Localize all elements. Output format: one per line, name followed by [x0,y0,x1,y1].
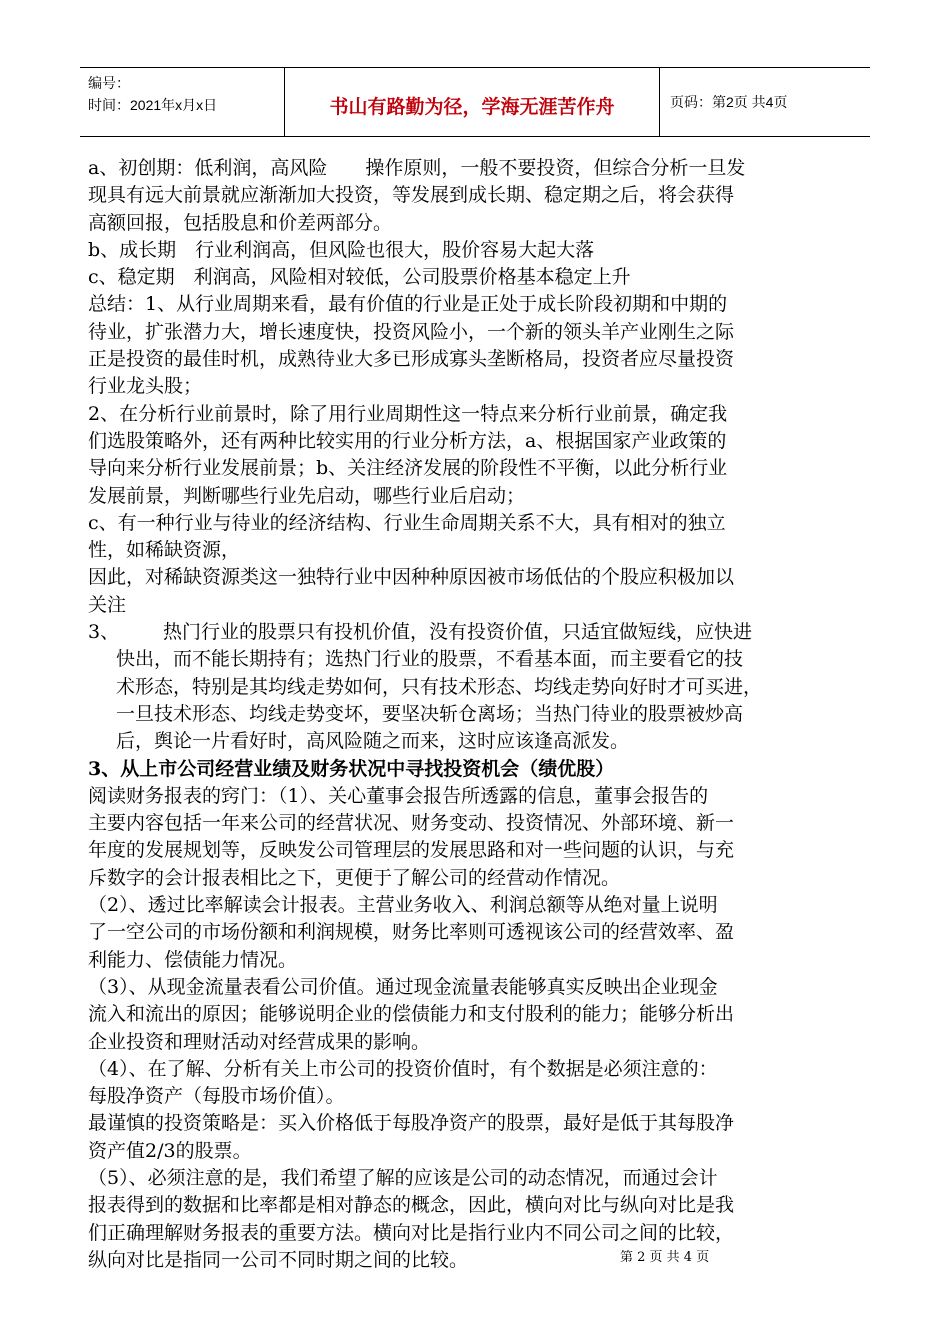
body-line: （3）、从现金流量表看公司价值。通过现金流量表能够真实反映出企业现金 [88,975,718,998]
body-line: 们正确理解财务报表的重要方法。横向对比是指行业内不同公司之间的比较， [88,1221,735,1244]
body-line: 性，如稀缺资源， [88,539,241,562]
list-item-text: 热门行业的股票只有投机价值，没有投资价值，只适宜做短线，应快进 [144,621,753,644]
list-item-3 [88,619,878,646]
body-line: 高额回报，包括股息和价差两部分。 [88,211,393,234]
body-line: 行业龙头股； [88,375,203,398]
list-item-number: 3、 [88,621,120,644]
number-label: 编号： [88,75,130,91]
body-line: 最谨慎的投资策略是：买入价格低于每股净资产的股票，最好是低于其每股净 [88,1112,735,1135]
page-indicator: 页码：第2页 共4页 [670,94,788,110]
body-line: 斥数字的会计报表相比之下，更便于了解公司的经营动作情况。 [88,866,621,889]
body-line: c、有一种行业与待业的经济结构、行业生命周期关系不大，具有相对的独立 [88,511,726,534]
body-line: 发展前景，判断哪些行业先启动，哪些行业后启动； [88,484,526,507]
body-line: 了一空公司的市场份额和利润规模，财务比率则可透视该公司的经营效率、盈 [88,921,735,944]
body-line: 现具有远大前景就应渐渐加大投资，等发展到成长期、稳定期之后，将会获得 [88,184,735,207]
body-line: c、稳定期 利润高，风险相对较低，公司股票价格基本稳定上升 [88,266,631,289]
list-item-continuation: 后，舆论一片看好时，高风险随之而来，这时应该逢高派发。 [116,730,630,753]
body-line: 利能力、偿债能力情况。 [88,948,298,971]
list-item-continuation: 术形态，特别是其均线走势如何，只有技术形态、均线走势向好时才可买进， [116,675,763,698]
body-line: 阅读财务报表的窍门：（1）、关心董事会报告所透露的信息，董事会报告的 [88,784,709,807]
body-line: 因此，对稀缺资源类这一独特行业中因种种原因被市场低估的个股应积极加以 [88,566,735,589]
body-line: b、成长期 行业利润高，但风险也很大，股价容易大起大落 [88,238,595,261]
list-item-continuation: 一旦技术形态、均线走势变坏，要坚决斩仓离场；当热门待业的股票被炒高 [116,702,744,725]
body-line: 纵向对比是指同一公司不同时期之间的比较。 [88,1248,469,1271]
time-label: 时间：2021年x月x日 [88,97,218,113]
header-motto: 书山有路勤为径，学海无涯苦作舟 [285,68,660,136]
body-line: 们选股策略外，还有两种比较实用的行业分析方法，a、根据国家产业政策的 [88,429,727,452]
body-line: 2、在分析行业前景时，除了用行业周期性这一特点来分析行业前景，确定我 [88,402,728,425]
body-line: 每股净资产（每股市场价值）。 [88,1085,345,1108]
body-line: 导向来分析行业发展前景；b、关注经济发展的阶段性不平衡，以此分析行业 [88,457,728,480]
body-line: 主要内容包括一年来公司的经营状况、财务变动、投资情况、外部环境、新一 [88,812,735,835]
body-line: 总结：1、从行业周期来看，最有价值的行业是正处于成长阶段初期和中期的 [88,293,728,316]
body-line: 资产值2/3的股票。 [88,1139,252,1162]
page-footer: 第 2 页 共 4 页 [620,1250,710,1265]
body-line: 年度的发展规划等，反映发公司管理层的发展思路和对一些问题的认识，与充 [88,839,735,862]
body-line: 企业投资和理财活动对经营成果的影响。 [88,1030,431,1053]
list-item-continuation: 快出，而不能长期持有；选热门行业的股票，不看基本面，而主要看它的技 [116,648,744,671]
body-line: （2）、透过比率解读会计报表。主营业务收入、利润总额等从绝对量上说明 [88,894,718,917]
body-line: 正是投资的最佳时机，成熟待业大多已形成寡头垄断格局，投资者应尽量投资 [88,348,735,371]
body-line: 关注 [88,593,127,616]
section-heading: 3、从上市公司经营业绩及财务状况中寻找投资机会（绩优股） [88,757,615,780]
body-line: a、初创期：低利润，高风险 操作原则，一般不要投资，但综合分析一旦发 [88,157,746,179]
body-line: 待业，扩张潜力大，增长速度快，投资风险小，一个新的领头羊产业刚生之际 [88,320,735,343]
body-line: （5）、必须注意的是，我们希望了解的应该是公司的动态情况，而通过会计 [88,1166,718,1189]
header-meta-cell [80,68,285,136]
document-body [88,155,878,1274]
body-line: 报表得到的数据和比率都是相对静态的概念，因此，横向对比与纵向对比是我 [88,1194,735,1217]
body-line: 流入和流出的原因；能够说明企业的偿债能力和支付股利的能力；能够分析出 [88,1003,735,1026]
body-line: （4）、在了解、分析有关上市公司的投资价值时，有个数据是必须注意的： [88,1057,718,1080]
page-header [80,67,870,137]
